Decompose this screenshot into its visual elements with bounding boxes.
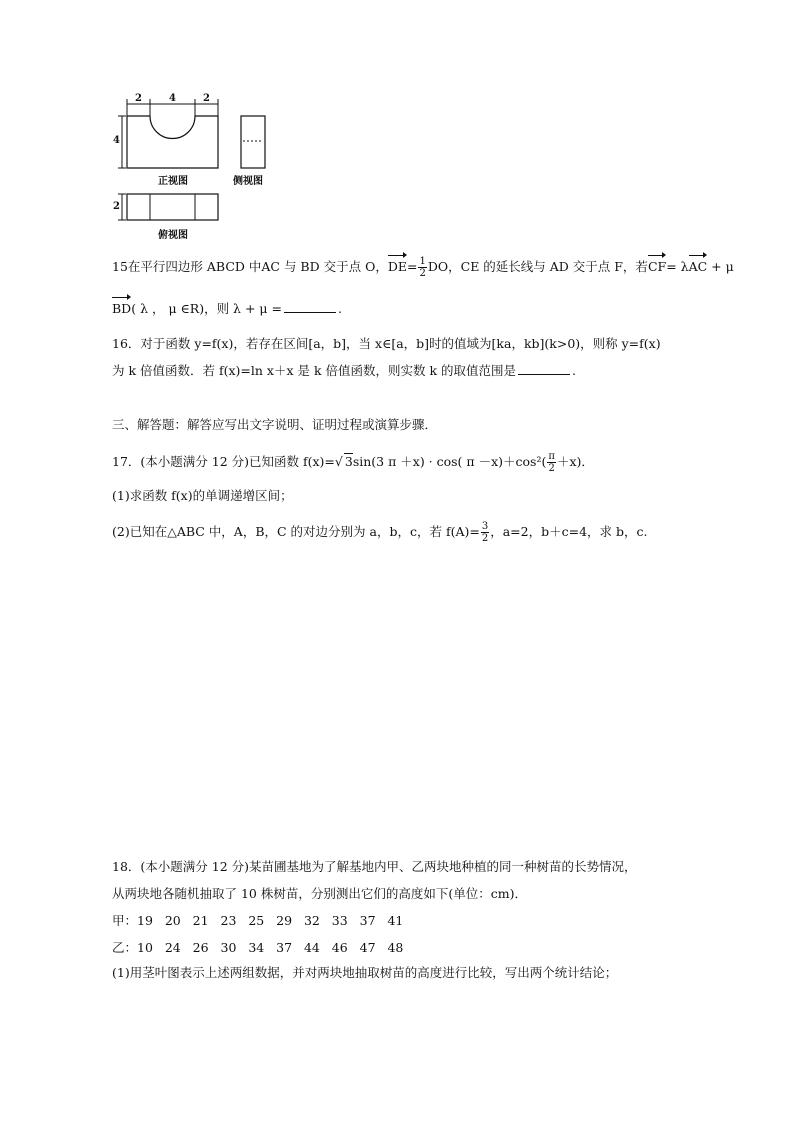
- q15-eq2: = λ: [666, 259, 689, 274]
- q15-frac-den: 2: [419, 268, 426, 279]
- vector-bd: BD: [112, 301, 132, 316]
- q17-fraction: [481, 521, 489, 544]
- q16-text-b: .: [572, 363, 577, 378]
- q17-two: 2: [548, 463, 555, 474]
- q15-eq: =: [407, 259, 418, 274]
- q17-frac-den: 2: [481, 533, 489, 544]
- q15-line1: [112, 256, 734, 279]
- q17-pi: π: [548, 451, 555, 462]
- q16-text-a: 为 k 倍值函数．若 f(x)=ln x＋x 是 k 倍值函数，则实数 k 的取值范围是: [112, 363, 517, 378]
- q15-plus-mu: + μ: [707, 259, 734, 274]
- q17-pi-over-2: [547, 451, 556, 474]
- front-view-label: 正视图: [158, 176, 188, 187]
- q17-head-a: 17．(本小题满分 12 分)已知函数 f(x)=: [112, 454, 335, 469]
- section-3-heading: 三、解答题：解答应写出文字说明、证明过程或演算步骤．: [112, 417, 438, 432]
- q18-jia-label: 甲：: [112, 913, 138, 928]
- dim-right-label: 2: [203, 93, 210, 104]
- vector-ac: AC: [688, 259, 708, 274]
- q18-jia-row: [112, 911, 403, 929]
- q17-line1: 17．(本小题满分 12 分)已知函数 f(x)=√ 3sin(3 π ＋x) · cos( π －x)＋cos²( $\frac{\pi}{2}$ ＋x)．: [112, 451, 594, 474]
- q16-line2: [112, 361, 576, 379]
- q18-jia-values: 19 20 21 23 25 29 32 33 37 41: [137, 913, 404, 928]
- q17-part2: [112, 521, 647, 544]
- vector-de: DE: [387, 259, 407, 274]
- q18-part1: (1)用茎叶图表示上述两组数据，并对两块地抽取树苗的高度进行比较，写出两个统计结论；: [112, 965, 618, 980]
- q15-text-a: 15在平行四边形 ABCD 中: [112, 259, 262, 274]
- front-view-shape: [127, 116, 218, 168]
- q18-yi-label: 乙：: [112, 940, 138, 955]
- side-view-label: 侧视图: [233, 176, 263, 187]
- q15-line2: [112, 299, 342, 317]
- top-view-label: 俯视图: [158, 230, 188, 241]
- dim-left-label: 2: [135, 93, 142, 104]
- dim-height-label: 4: [113, 135, 120, 146]
- dim-middle-label: 4: [169, 93, 176, 104]
- q17-part2-b: ，a=2，b＋c=4，求 b，c.: [490, 524, 648, 539]
- q17-part1: (1)求函数 f(x)的单调递增区间；: [112, 488, 293, 503]
- q18-yi-row: [112, 938, 403, 956]
- q18-line2: 从两块地各随机抽取了 10 株树苗，分别测出它们的高度如下(单位：cm)．: [112, 886, 527, 901]
- q15-text-d: ( λ ， μ ∈R)，则 λ + μ =: [131, 301, 282, 316]
- q16-answer-blank: [518, 364, 570, 375]
- q18-yi-values: 10 24 26 30 34 37 44 46 47 48: [137, 940, 404, 955]
- q17-head-b: sin(3 π ＋x) · cos( π －x)＋cos²(: [352, 454, 547, 469]
- top-view-shape: [127, 194, 218, 220]
- q15-text-e: .: [337, 301, 342, 316]
- side-view-shape: [241, 116, 265, 168]
- q17-head-c: ＋x)．: [556, 454, 594, 469]
- q17-part2-a: (2)已知在△ABC 中，A，B，C 的对边分别为 a，b，c，若 f(A)=: [112, 524, 480, 539]
- vector-cf: CF: [647, 259, 667, 274]
- q18-line1: 18．(本小题满分 12 分)某苗圃基地为了解基地内甲、乙两块地种植的同一种树苗的长势情况，: [112, 859, 637, 874]
- q15-text-b: AC 与 BD 交于点 O，: [261, 259, 388, 274]
- q15-frac-num: 1: [419, 256, 426, 267]
- dim-top-height-label: 2: [113, 201, 120, 212]
- q15-text-c: DO，CE 的延长线与 AD 交于点 F，若: [427, 259, 648, 274]
- q16-line1: 16．对于函数 y=f(x)，若存在区间[a，b]，当 x∈[a，b]时的值域为[ka，kb](k>0)，则称 y=f(x): [112, 336, 661, 351]
- q17-frac-num: 3: [481, 521, 489, 532]
- q17-sqrt3: 3: [344, 454, 353, 469]
- q15-answer-blank: [284, 302, 336, 313]
- q15-fraction: [418, 256, 426, 279]
